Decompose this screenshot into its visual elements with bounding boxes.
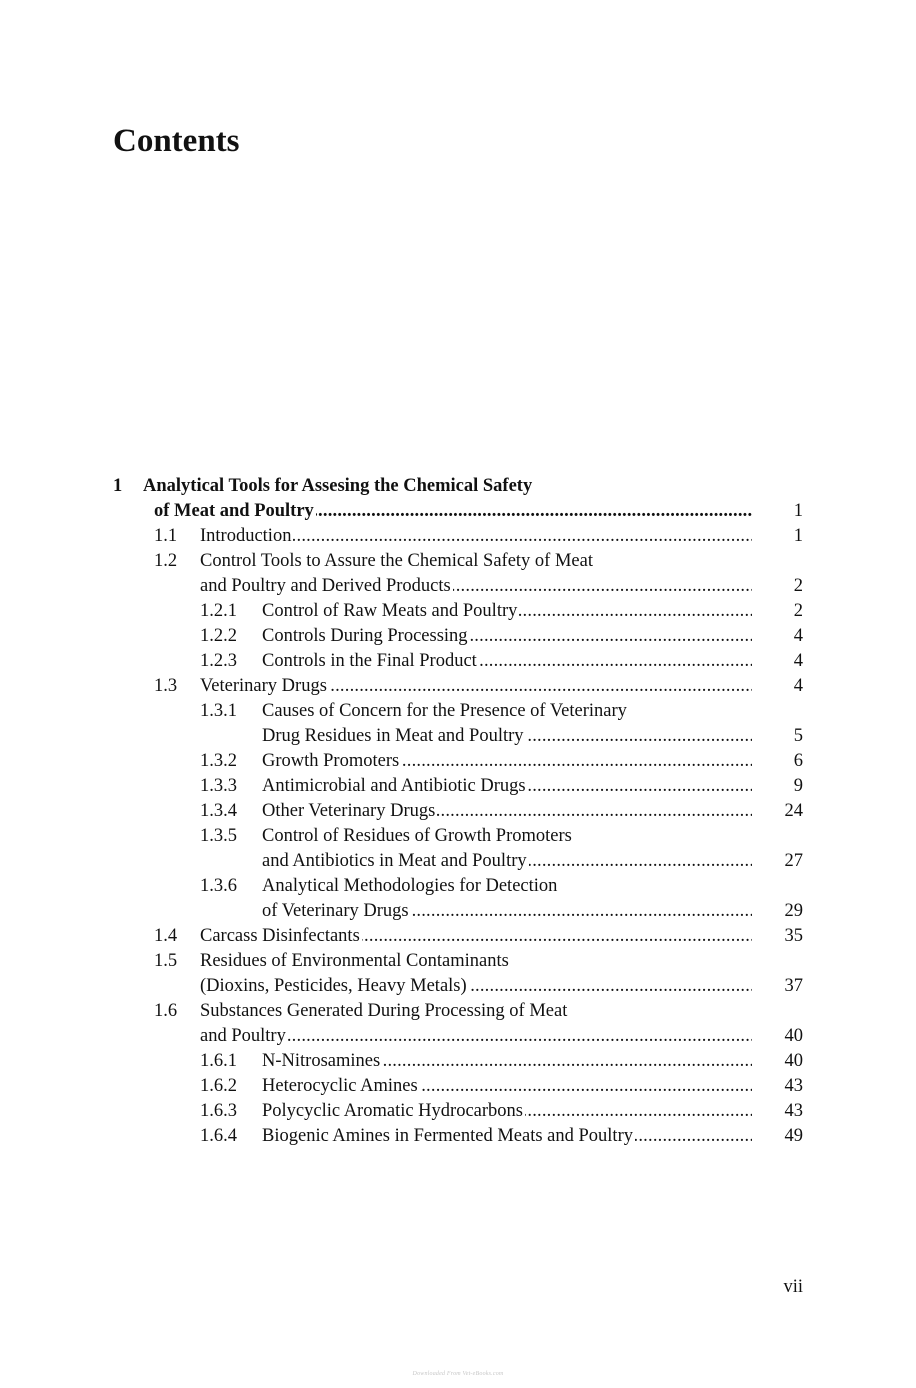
toc-entry-page: 1: [793, 501, 803, 521]
toc-entry-page: 49: [784, 1126, 803, 1146]
toc-entry[interactable]: [0, 699, 916, 724]
toc-entry-number: 1.4: [154, 926, 178, 946]
toc-entry-title: Control of Raw Meats and Poultry: [262, 601, 518, 621]
toc-entry-page: 6: [793, 751, 803, 771]
toc-entry-number: 1.1: [154, 526, 178, 546]
toc-entry[interactable]: [0, 824, 916, 849]
toc-entry-page: 5: [793, 726, 803, 746]
toc-entry-title: Control of Residues of Growth Promoters: [262, 826, 572, 846]
toc-entry[interactable]: [0, 574, 916, 599]
toc-entry[interactable]: [0, 899, 916, 924]
toc-entry-page: 4: [793, 626, 803, 646]
table-of-contents: [0, 474, 916, 1149]
toc-entry-title: Substances Generated During Processing of Meat: [200, 1001, 568, 1021]
toc-entry[interactable]: [0, 1049, 916, 1074]
toc-entry-page: 1: [793, 526, 803, 546]
toc-entry-title: and Poultry: [200, 1026, 286, 1046]
toc-entry-number: 1.6.2: [200, 1076, 237, 1096]
toc-entry-title: Antimicrobial and Antibiotic Drugs: [262, 776, 526, 796]
toc-entry[interactable]: [0, 624, 916, 649]
toc-entry-title: Polycyclic Aromatic Hydrocarbons: [262, 1101, 523, 1121]
toc-entry-number: 1.2.2: [200, 626, 237, 646]
toc-entry-page: 9: [793, 776, 803, 796]
toc-entry-title: and Antibiotics in Meat and Poultry: [262, 851, 527, 871]
toc-entry-page: 27: [784, 851, 803, 871]
toc-entry-title: (Dioxins, Pesticides, Heavy Metals): [200, 976, 467, 996]
toc-entry-title: Biogenic Amines in Fermented Meats and Poultry: [262, 1126, 633, 1146]
toc-entry-title: Controls in the Final Product: [262, 651, 477, 671]
toc-entry-number: 1.3.4: [200, 801, 237, 821]
toc-entry-number: 1.5: [154, 951, 178, 971]
toc-entry[interactable]: [0, 874, 916, 899]
toc-entry[interactable]: [0, 1124, 916, 1149]
toc-entry-title: Control Tools to Assure the Chemical Safety of Meat: [200, 551, 593, 571]
toc-entry-page: 2: [793, 601, 803, 621]
toc-entry[interactable]: [0, 999, 916, 1024]
toc-entry-page: 37: [784, 976, 803, 996]
toc-entry-number: 1.3.1: [200, 701, 237, 721]
toc-entry-title: Veterinary Drugs: [200, 676, 327, 696]
toc-entry[interactable]: [0, 1024, 916, 1049]
toc-entry-title: of Veterinary Drugs: [262, 901, 409, 921]
toc-entry-title: N-Nitrosamines: [262, 1051, 381, 1071]
toc-entry-title: Causes of Concern for the Presence of Veterinary: [262, 701, 627, 721]
toc-entry[interactable]: [0, 849, 916, 874]
toc-entry-page: 4: [793, 676, 803, 696]
toc-entry-title: Introduction: [200, 526, 292, 546]
page-number: vii: [783, 1277, 803, 1297]
toc-entry[interactable]: [0, 949, 916, 974]
toc-entry[interactable]: [0, 499, 916, 524]
toc-entry-number: 1: [113, 476, 123, 496]
toc-entry[interactable]: [0, 774, 916, 799]
toc-entry-page: 40: [784, 1051, 803, 1071]
watermark-text: Downloaded From Vet-eBooks.com: [412, 1371, 504, 1377]
toc-entry-number: 1.3.2: [200, 751, 237, 771]
toc-entry[interactable]: [0, 599, 916, 624]
toc-entry-number: 1.3.3: [200, 776, 237, 796]
toc-entry-title: Analytical Tools for Assesing the Chemical Safety: [143, 476, 533, 496]
toc-entry-page: 2: [793, 576, 803, 596]
toc-entry-title: Controls During Processing: [262, 626, 468, 646]
toc-entry[interactable]: [0, 474, 916, 499]
toc-entry[interactable]: [0, 674, 916, 699]
toc-entry-number: 1.3: [154, 676, 178, 696]
toc-entry-title: Growth Promoters: [262, 751, 400, 771]
toc-entry-title: Carcass Disinfectants: [200, 926, 360, 946]
toc-entry[interactable]: [0, 1099, 916, 1124]
page-title: Contents: [113, 123, 240, 159]
toc-entry[interactable]: [0, 974, 916, 999]
toc-entry-title: of Meat and Poultry: [154, 501, 314, 521]
toc-entry-number: 1.3.5: [200, 826, 237, 846]
toc-entry[interactable]: [0, 549, 916, 574]
toc-entry-title: Other Veterinary Drugs: [262, 801, 436, 821]
toc-entry-number: 1.6.3: [200, 1101, 237, 1121]
toc-entry-number: 1.3.6: [200, 876, 237, 896]
toc-entry[interactable]: [0, 724, 916, 749]
toc-entry-number: 1.6.1: [200, 1051, 237, 1071]
toc-entry[interactable]: [0, 1074, 916, 1099]
toc-entry-title: Drug Residues in Meat and Poultry: [262, 726, 524, 746]
toc-entry-title: Residues of Environmental Contaminants: [200, 951, 509, 971]
toc-entry[interactable]: [0, 524, 916, 549]
toc-entry-page: 43: [784, 1076, 803, 1096]
toc-entry-number: 1.2.1: [200, 601, 237, 621]
toc-entry-number: 1.6.4: [200, 1126, 237, 1146]
toc-entry-number: 1.2.3: [200, 651, 237, 671]
toc-entry[interactable]: [0, 749, 916, 774]
toc-entry[interactable]: [0, 799, 916, 824]
toc-entry-page: 24: [784, 801, 803, 821]
toc-entry[interactable]: [0, 649, 916, 674]
toc-entry-page: 29: [784, 901, 803, 921]
toc-entry-page: 35: [784, 926, 803, 946]
toc-entry-page: 4: [793, 651, 803, 671]
toc-entry-page: 43: [784, 1101, 803, 1121]
toc-entry[interactable]: [0, 924, 916, 949]
toc-entry-number: 1.6: [154, 1001, 178, 1021]
toc-entry-page: 40: [784, 1026, 803, 1046]
toc-entry-title: and Poultry and Derived Products: [200, 576, 451, 596]
toc-entry-number: 1.2: [154, 551, 178, 571]
toc-entry-title: Heterocyclic Amines: [262, 1076, 418, 1096]
toc-entry-title: Analytical Methodologies for Detection: [262, 876, 558, 896]
